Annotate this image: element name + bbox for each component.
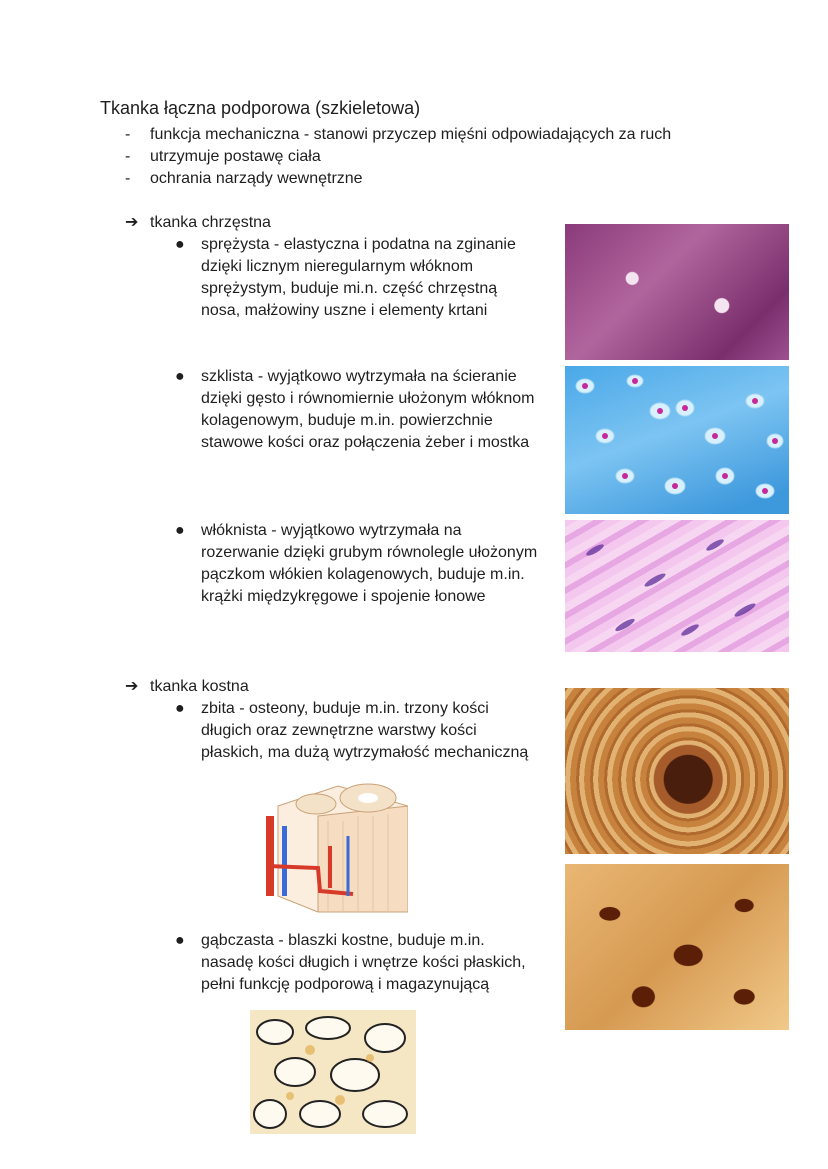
bone-spongy: ● gąbczasta - blaszki kostne, buduje m.in. nasadę kości długich i wnętrze kości płaskich, pełni funkcję podporową i magazynującą: [175, 932, 526, 993]
bullet-icon: ●: [175, 700, 185, 717]
bullet-icon: ●: [175, 932, 185, 949]
bone-compact: ● zbita - osteony, buduje m.in. trzony kości długich oraz zewnętrzne warstwy kości płaskich, ma dużą wytrzymałość mechaniczną: [175, 700, 529, 761]
arrow-icon: ➔: [125, 678, 139, 695]
intro-item-mechanical: - funkcja mechaniczna - stanowi przyczep mięśni odpowiadających za ruch: [125, 124, 671, 146]
section-cartilage-heading: ➔ tkanka chrzęstna: [125, 214, 271, 231]
bullet-icon: ●: [175, 522, 185, 539]
cartilage-fibrous: ● włóknista - wyjątkowo wytrzymała na rozerwanie dzięki grubym równolegle ułożonym pączkom włókien kolagenowych, buduje m.in. krążki międzykręgowe i spojenie łonowe: [175, 522, 538, 605]
cartilage-hyaline: ● szklista - wyjątkowo wytrzymała na ścieranie dzięki gęsto i równomiernie ułożonym włóknom kolagenowym, buduje m.in. powierzchnie stawowe kości oraz połączenia żeber i mostka: [175, 368, 535, 451]
arrow-icon: ➔: [125, 214, 139, 231]
page-title: Tkanka łączna podporowa (szkieletowa): [100, 98, 421, 118]
intro-item-posture: - utrzymuje postawę ciała: [125, 146, 321, 168]
compact-bone-micrograph: [565, 688, 789, 854]
dash-marker: -: [125, 148, 131, 165]
elastic-cartilage-micrograph: [565, 224, 789, 360]
cartilage-elastic: ● sprężysta - elastyczna i podatna na zginanie dzięki licznym nieregularnym włóknom sprężystym, buduje mi.n. część chrzęstną nosa, małżowiny uszne i elementy krtani: [175, 236, 516, 319]
bullet-icon: ●: [175, 368, 185, 385]
osteon-diagram: [258, 776, 408, 914]
spongy-bone-micrograph: [565, 864, 789, 1030]
fibrous-nuclei: [565, 520, 789, 652]
hyaline-cartilage-micrograph: [565, 366, 789, 514]
fibrous-cartilage-micrograph: [565, 520, 789, 652]
bullet-icon: ●: [175, 236, 185, 253]
intro-item-protection: - ochrania narządy wewnętrzne: [125, 168, 363, 190]
dash-marker: -: [125, 170, 131, 187]
dash-marker: -: [125, 126, 131, 143]
hyaline-cells: [565, 366, 789, 514]
section-bone-heading: ➔ tkanka kostna: [125, 678, 249, 695]
trabecular-bone-diagram: [250, 1010, 416, 1134]
